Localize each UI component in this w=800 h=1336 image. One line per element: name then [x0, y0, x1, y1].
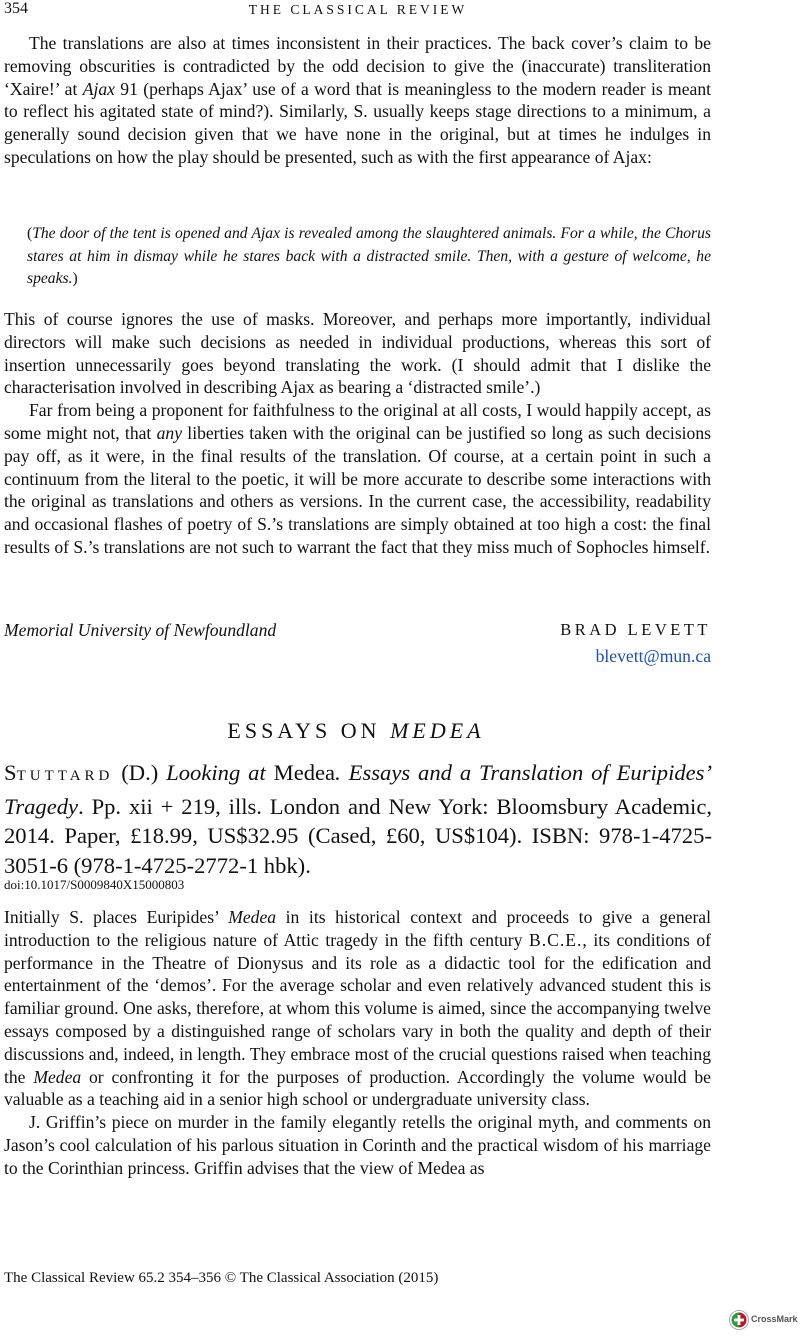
review2-body: [4, 906, 711, 1180]
crossmark-badge[interactable]: [729, 1310, 799, 1330]
section-title: ESSAYS ON MEDEA: [227, 718, 485, 743]
doi[interactable]: doi:10.1017/S0009840X15000803: [4, 877, 185, 892]
book-citation: STUTTARD (D.) Looking at Medea. Essays and a Translation of Euripides’ Tragedy. Pp. xii + 219, ills. London and New York: Bloomsbury Academic, 2014. Paper, £18.99, US$32.95 (Cased, £60, US$104). ISBN: 978-1-4725-3051-6 (978-1-4725-2772-1 hbk).: [4, 760, 712, 878]
crossmark-label: CrossMark: [751, 1314, 798, 1324]
paragraph: This of course ignores the use of masks. Moreover, and perhaps more importantly, individual directors will make such decisions as needed in individual productions, whereas this sort of insertion unnecessarily goes beyond translating the work. (I should admit that I dislike the characterisation involved in describing Ajax as bearing a ‘distracted smile’.): [4, 309, 711, 398]
page-number: 354: [4, 0, 28, 17]
reviewer-signature: [4, 620, 711, 672]
review1-body: [4, 308, 711, 559]
review1-para1: [4, 32, 711, 169]
author-initial: S: [4, 760, 17, 785]
page-header: [4, 0, 712, 20]
paragraph: J. Griffin’s piece on murder in the family elegantly retells the original myth, and comments on Jason’s cool calculation of his parlous situation in Corinth and the practical wisdom of his marriage to the Corinthian princess. Griffin advises that the view of Medea as: [4, 1112, 711, 1178]
author-surname: TUTTARD: [16, 768, 114, 784]
stage-direction-quote: (The door of the tent is opened and Ajax is revealed among the slaughtered animals. For a while, the Chorus stares at him in dismay while he stares back with a distracted smile. Then, with a gesture of welcome, he speaks.): [27, 225, 711, 288]
footer-citation: The Classical Review 65.2 354–356 © The Classical Association (2015): [4, 1270, 439, 1286]
paragraph: Initially S. places Euripides’ Medea in its historical context and proceeds to give a general introduction to the religious nature of Attic tragedy in the fifth century B.C.E., its conditions of performance in the Theatre of Dionysus and its role as a didactic tool for the edification and entertainment of the ‘demos’. For the average scholar and even relatively advanced student this is familiar ground. One asks, therefore, at whom this volume is aimed, since the accompanying twelve essays composed by a distinguished range of scholars vary in both the quality and depth of their discussions and, indeed, in length. They embrace most of the crucial questions raised when teaching the Medea or confronting it for the purposes of production. Accordingly the volume would be valuable as a teaching aid in a senior high school or undergraduate university class.: [4, 907, 711, 1110]
running-title: THE CLASSICAL REVIEW: [248, 2, 468, 17]
paragraph: Far from being a proponent for faithfulness to the original at all costs, I would happily accept, as some might not, that any liberties taken with the original can be justified so long as such decisions pay off, as it were, in the final results of the translation. Of course, at a certain point in such a continuum from the literal to the poetic, it will be more accurate to describe some interactions with the original as translations and others as versions. In the current case, the accessibility, readability and occasional flashes of poetry of S.’s translations are simply obtained at too high a cost: the final results of S.’s translations are not such to warrant the fact that they miss much of Sophocles himself.: [4, 400, 711, 557]
crossmark-icon: [729, 1310, 749, 1330]
institution: Memorial University of Newfoundland: [4, 620, 277, 640]
reviewer-name: BRAD LEVETT: [560, 620, 711, 639]
reviewer-email-link[interactable]: blevett@mun.ca: [595, 646, 711, 666]
paragraph: The translations are also at times inconsistent in their practices. The back cover’s claim to be removing obscurities is contradicted by the odd decision to give the (inaccurate) transliteration ‘Xaire!’ at Ajax 91 (perhaps Ajax’ use of a word that is meaningless to the modern reader is meant to reflect his agitated state of mind?). Similarly, S. usually keeps stage directions to a minimum, a generally sound decision given that we have none in the original, but at times he indulges in speculations on how the play should be presented, such as with the first appearance of Ajax:: [4, 33, 712, 167]
